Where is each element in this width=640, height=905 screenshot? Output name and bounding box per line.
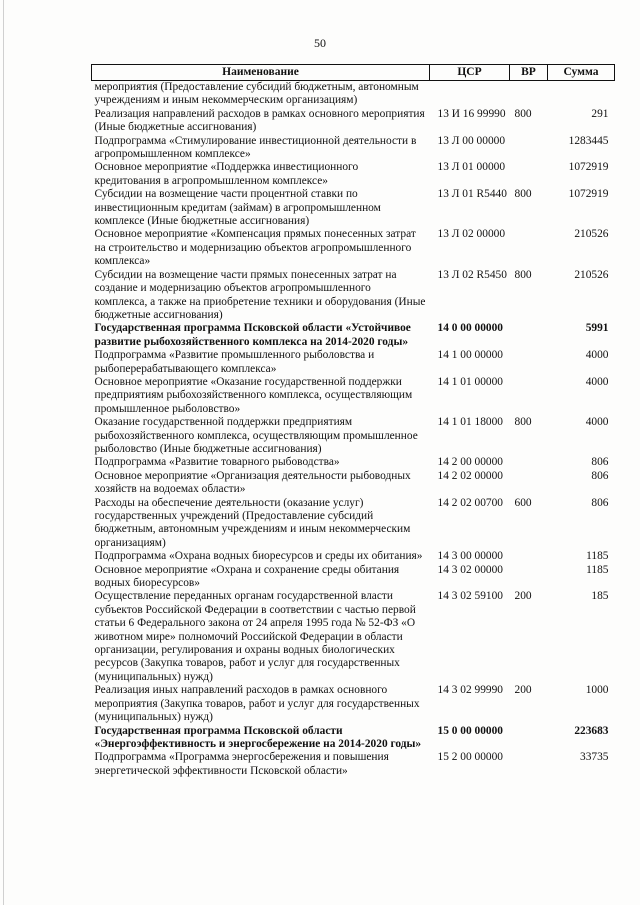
cell-sum: 185 (591, 590, 609, 603)
cell-vr (510, 725, 548, 752)
cell-name: Реализация направлений расходов в рамках основного мероприятия (Иные бюджетные ассигнования) (94, 107, 425, 134)
cell-csr (430, 81, 510, 108)
cell-vr (510, 564, 548, 591)
cell-csr: 14 2 02 00000 (437, 469, 503, 482)
cell-name: Государственная программа Псковской области «Энергоэффективность и энергосбережение на 2014-2020 годы» (94, 724, 422, 750)
cell-name: Оказание государственной поддержки предприятиям рыбохозяйственного комплекса, осуществляющим промышленное рыболовство (Иные бюджетные ассигнования) (94, 416, 418, 455)
cell-name: Подпрограмма «Развитие промышленного рыболовства и рыбоперерабатывающего комплекса» (94, 349, 375, 375)
table-row (92, 228, 615, 268)
cell-csr: 14 3 02 99990 (437, 684, 503, 697)
cell-sum: 806 (591, 469, 609, 482)
page-edge-line (3, 0, 4, 905)
cell-name: Подпрограмма «Стимулирование инвестиционной деятельности в агропромышленном комплексе» (94, 134, 417, 161)
cell-csr: 13 Л 02 00000 (437, 228, 506, 241)
cell-csr: 14 3 00 00000 (437, 550, 503, 563)
cell-vr (510, 456, 548, 469)
cell-csr: 13 И 16 99990 (437, 107, 506, 120)
cell-vr (510, 751, 548, 778)
cell-vr (510, 135, 548, 162)
cell-vr (510, 550, 548, 563)
cell-vr: 800 (514, 188, 532, 201)
cell-vr (510, 322, 548, 349)
cell-name: Субсидии на возмещение части прямых понесенных затрат на создание и модернизацию объектов агропромышленного комплекса, а также на приобретение техники и оборудования (Иные бюджетные ассигнования) (94, 268, 426, 321)
table-row (92, 81, 615, 108)
cell-name: Основное мероприятие «Организация деятельности рыбоводных хозяйств на водоемах области» (94, 469, 411, 496)
header-sum: Сумма (548, 65, 615, 81)
table-row (92, 470, 615, 497)
cell-csr: 14 2 00 00000 (437, 456, 503, 469)
table-row (92, 188, 615, 228)
cell-name: Подпрограмма «Программа энергосбережения и повышения энергетической эффективности Псковской области» (94, 751, 389, 777)
table-row (92, 751, 615, 778)
cell-vr (510, 470, 548, 497)
table-row (92, 564, 615, 591)
table-row (92, 161, 615, 188)
cell-sum: 4000 (585, 375, 609, 388)
cell-vr: 600 (514, 496, 532, 509)
cell-csr: 13 Л 01 R5440 (437, 188, 507, 201)
cell-name: Осуществление переданных органам государственной власти субъектов Российской Федерации в соответствии с частью первой статьи 6 Федерального закона от 24 апреля 1995 года № 52-ФЗ «О животном мире» полномочий Российской Федерации в области организации, регулирования и охраны водных биологических ресурсов (Закупка товаров, работ и услуг для государственных (муниципальных) нужд) (94, 590, 416, 683)
header-csr: ЦСР (430, 65, 510, 81)
table-row (92, 135, 615, 162)
cell-vr (510, 81, 548, 108)
table-row (92, 376, 615, 416)
table-row (92, 322, 615, 349)
table-body (92, 81, 615, 779)
table-header-row (92, 65, 615, 81)
cell-sum: 1185 (586, 563, 609, 576)
header-vr: ВР (510, 65, 548, 81)
table-row (92, 108, 615, 135)
cell-vr: 800 (514, 416, 532, 429)
cell-csr: 15 2 00 00000 (437, 751, 503, 764)
cell-sum: 33735 (580, 751, 609, 764)
cell-vr: 800 (514, 268, 532, 281)
cell-sum: 223683 (574, 724, 609, 737)
cell-name: Основное мероприятие «Компенсация прямых понесенных затрат на строительство и модернизацию объектов агропромышленного комплекса» (94, 228, 416, 268)
cell-sum: 1185 (586, 550, 609, 563)
cell-vr (510, 349, 548, 376)
table-row (92, 684, 615, 724)
cell-sum: 806 (591, 456, 609, 469)
cell-sum: 1283445 (568, 134, 609, 147)
cell-sum: 1000 (585, 684, 609, 697)
cell-sum: 5991 (585, 322, 609, 335)
cell-sum: 806 (591, 496, 609, 509)
cell-sum: 291 (591, 107, 609, 120)
cell-sum: 1072919 (568, 188, 609, 201)
cell-csr: 14 0 00 00000 (437, 322, 503, 335)
cell-name: Основное мероприятие «Поддержка инвестиционного кредитования в агропромышленном комплексе» (94, 161, 359, 187)
table-row (92, 550, 615, 563)
cell-name: Подпрограмма «Охрана водных биоресурсов и среды их обитания» (94, 550, 423, 563)
cell-name: Подпрограмма «Развитие товарного рыбоводства» (94, 456, 340, 469)
table-row (92, 416, 615, 456)
cell-csr: 13 Л 02 R5450 (437, 268, 507, 281)
table-row (92, 590, 615, 684)
cell-csr: 14 1 01 00000 (437, 375, 503, 388)
cell-sum: 210526 (574, 228, 609, 241)
cell-csr: 14 3 02 00000 (437, 563, 503, 576)
cell-name: Основное мероприятие «Оказание государственной поддержки предприятиям рыбохозяйственного комплекса, осуществляющим промышленное рыболовство» (94, 375, 413, 415)
header-name: Наименование (92, 65, 430, 81)
table-row (92, 349, 615, 376)
cell-sum: 4000 (585, 416, 609, 429)
cell-vr (510, 376, 548, 416)
page-number: 50 (314, 36, 326, 50)
cell-csr: 14 3 02 59100 (437, 590, 503, 603)
table-row (92, 456, 615, 469)
table-row (92, 497, 615, 551)
table-row (92, 725, 615, 752)
cell-csr: 13 Л 01 00000 (437, 161, 506, 174)
cell-sum: 4000 (585, 349, 609, 362)
cell-csr: 14 1 00 00000 (437, 349, 503, 362)
cell-csr: 13 Л 00 00000 (437, 134, 506, 147)
cell-vr: 200 (514, 684, 532, 697)
cell-name: Реализация иных направлений расходов в рамках основного мероприятия (Закупка товаров, работ и услуг для государственных (муниципальных) нужд) (94, 684, 420, 724)
cell-name: мероприятия (Предоставление субсидий бюджетным, автономным учреждениям и иным некоммерческим организациям) (94, 81, 419, 107)
table-row (92, 269, 615, 323)
cell-vr (510, 228, 548, 268)
cell-vr: 200 (514, 590, 532, 603)
cell-sum: 210526 (574, 268, 609, 281)
cell-csr: 14 2 02 00700 (437, 496, 503, 509)
cell-vr: 800 (514, 107, 532, 120)
cell-sum (548, 81, 615, 108)
cell-name: Государственная программа Псковской области «Устойчивое развитие рыбохозяйственного комплекса на 2014-2020 годы» (94, 322, 411, 348)
cell-csr: 14 1 01 18000 (437, 416, 503, 429)
cell-vr (510, 161, 548, 188)
cell-name: Субсидии на возмещение части процентной ставки по инвестиционным кредитам (займам) в агропромышленном комплексе (Иные бюджетные ассигнования) (94, 188, 381, 228)
budget-table (91, 64, 615, 778)
cell-name: Основное мероприятие «Охрана и сохранение среды обитания водных биоресурсов» (94, 563, 400, 590)
cell-csr: 15 0 00 00000 (437, 724, 503, 737)
cell-name: Расходы на обеспечение деятельности (оказание услуг) государственных учреждений (Предоставление субсидий бюджетным, автономным учреждениям и иным некоммерческим организациям) (94, 496, 411, 549)
cell-sum: 1072919 (568, 161, 609, 174)
